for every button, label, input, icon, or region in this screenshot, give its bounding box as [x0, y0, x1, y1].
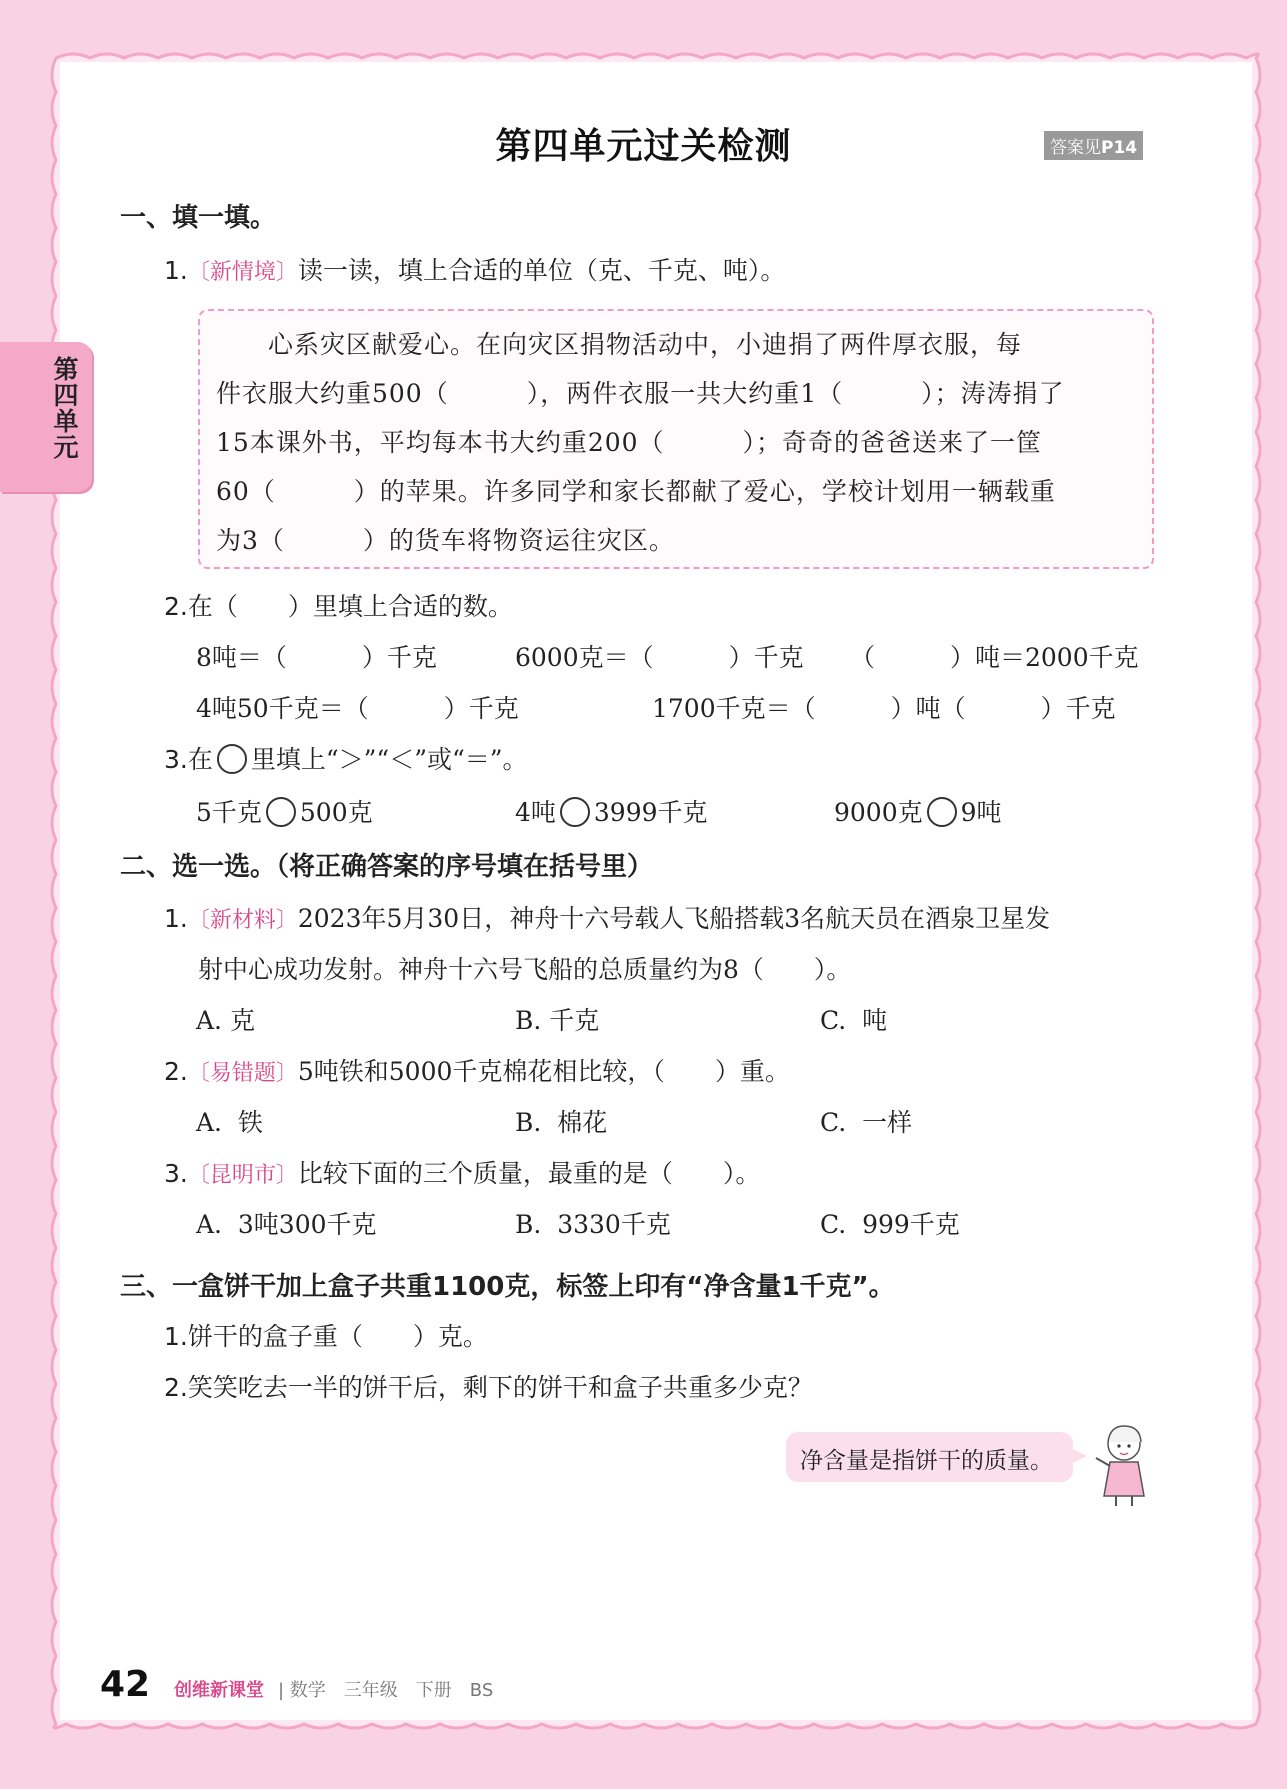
- answer-circle[interactable]: [560, 797, 590, 827]
- s2-q1-option: A. 克: [196, 1006, 255, 1035]
- s1-q1-tag: 〔新情境〕: [187, 260, 298, 285]
- s2-q3: [164, 1158, 760, 1192]
- s1-q3-item: [196, 797, 373, 830]
- s1-q1-text: 读一读，填上合适的单位（克、千克、吨）。: [297, 256, 786, 285]
- s2-q3-option: A. 3吨300千克: [196, 1210, 377, 1239]
- s1-q3-item: [834, 797, 1002, 830]
- s2-q2-option: B. 棉花: [515, 1108, 608, 1137]
- answer-ref-prefix: 答案见: [1050, 138, 1101, 158]
- compare-left: 4吨: [515, 798, 556, 827]
- s1-q3-number: 3.: [164, 745, 188, 774]
- s1-q3-item: [515, 797, 708, 830]
- s2-q1-option: B. 千克: [515, 1006, 600, 1035]
- s1-q3-text-after: 里填上“＞”“＜”或“＝”。: [250, 745, 528, 774]
- s3-q2-number: 2.: [164, 1373, 188, 1402]
- s2-q3-option: B. 3330千克: [515, 1210, 671, 1239]
- s3-q1-number: 1.: [164, 1322, 188, 1351]
- footer-brand: 创维新课堂: [174, 1680, 264, 1701]
- story-line: 为3（ ）的货车将物资运往灾区。: [216, 526, 675, 555]
- s2-q3-number: 3.: [164, 1159, 188, 1188]
- s2-q1: [164, 903, 1050, 937]
- story-line: 60（ ）的苹果。许多同学和家长都献了爱心，学校计划用一辆载重: [216, 477, 1056, 506]
- girl-mascot-icon: [1088, 1420, 1158, 1510]
- answer-ref-page: P14: [1101, 138, 1138, 158]
- s2-q2-text: 5吨铁和5000千克棉花相比较，（ ）重。: [297, 1057, 790, 1086]
- s2-q3-tag: 〔昆明市〕: [187, 1163, 298, 1188]
- compare-left: 5千克: [196, 798, 262, 827]
- answer-circle[interactable]: [266, 797, 296, 827]
- s1-q2-number: 2.: [164, 592, 188, 621]
- compare-circle-icon: [217, 744, 247, 774]
- s2-q2: [164, 1056, 790, 1090]
- compare-left: 9000克: [834, 798, 923, 827]
- section-1-heading: 一、填一填。: [120, 203, 277, 233]
- story-line: 心系灾区献爱心。在向灾区捐物活动中，小迪捐了两件厚衣服，每: [216, 330, 1023, 359]
- s1-q2-item: 4吨50千克＝（ ）千克: [196, 694, 519, 723]
- s2-q2-number: 2.: [164, 1057, 188, 1086]
- s1-q2-item: 1700千克＝（ ）吨（ ）千克: [652, 694, 1116, 723]
- section-2-heading: 二、选一选。（将正确答案的序号填在括号里）: [120, 852, 654, 882]
- compare-right: 500克: [299, 798, 373, 827]
- s1-q3: [164, 744, 528, 777]
- unit-side-tab: [0, 342, 92, 492]
- s2-q1-line2: 射中心成功发射。神舟十六号飞船的总质量约为8（ ）。: [198, 955, 852, 984]
- s1-q2-item: 6000克＝（ ）千克: [515, 643, 804, 672]
- hint-text: 净含量是指饼干的质量。: [800, 1448, 1053, 1474]
- s3-q2-text: 笑笑吃去一半的饼干后，剩下的饼干和盒子共重多少克？: [187, 1373, 813, 1402]
- hint-speech-bubble: [786, 1432, 1073, 1482]
- s1-q2-text: 在（ ）里填上合适的数。: [187, 592, 513, 621]
- s2-q1-option: C. 吨: [820, 1006, 888, 1035]
- s1-q1-number: 1.: [164, 256, 188, 285]
- s1-q2-item: 8吨＝（ ）千克: [196, 643, 437, 672]
- story-box: [198, 309, 1154, 569]
- page-title: 第四单元过关检测: [495, 126, 792, 167]
- s2-q3-option: C. 999千克: [820, 1210, 960, 1239]
- s2-q1-number: 1.: [164, 904, 188, 933]
- s1-q1: [164, 255, 785, 289]
- s2-q3-text: 比较下面的三个质量，最重的是（ ）。: [297, 1159, 761, 1188]
- s2-q2-option: A. 铁: [196, 1108, 263, 1137]
- footer-info: | 数学 三年级 下册 BS: [278, 1680, 494, 1701]
- section-3-heading: 三、一盒饼干加上盒子共重1100克，标签上印有“净含量1千克”。: [120, 1272, 895, 1302]
- compare-right: 3999千克: [593, 798, 708, 827]
- s2-q2-tag: 〔易错题〕: [187, 1061, 298, 1086]
- s3-q2: [164, 1372, 813, 1404]
- story-line: 件衣服大约重500（ ），两件衣服一共大约重1（ ）；涛涛捐了: [216, 379, 1065, 408]
- s3-q1-text: 饼干的盒子重（ ）克。: [187, 1322, 488, 1351]
- s3-q1: [164, 1321, 488, 1353]
- s2-q1-line1: 2023年5月30日，神舟十六号载人飞船搭载3名航天员在酒泉卫星发: [297, 904, 1051, 933]
- s1-q2: [164, 591, 513, 623]
- unit-side-tab-label: 第四单元: [50, 356, 79, 460]
- answer-reference: [1044, 131, 1143, 160]
- answer-circle[interactable]: [927, 797, 957, 827]
- story-line: 15本课外书，平均每本书大约重200（ ）；奇奇的爸爸送来了一筐: [216, 428, 1043, 457]
- s2-q1-tag: 〔新材料〕: [187, 908, 298, 933]
- s2-q2-option: C. 一样: [820, 1108, 913, 1137]
- s1-q3-text-before: 在: [187, 745, 213, 774]
- page-number: 42: [100, 1664, 151, 1705]
- compare-right: 9吨: [960, 798, 1002, 827]
- s1-q2-item: （ ）吨＝2000千克: [850, 643, 1139, 672]
